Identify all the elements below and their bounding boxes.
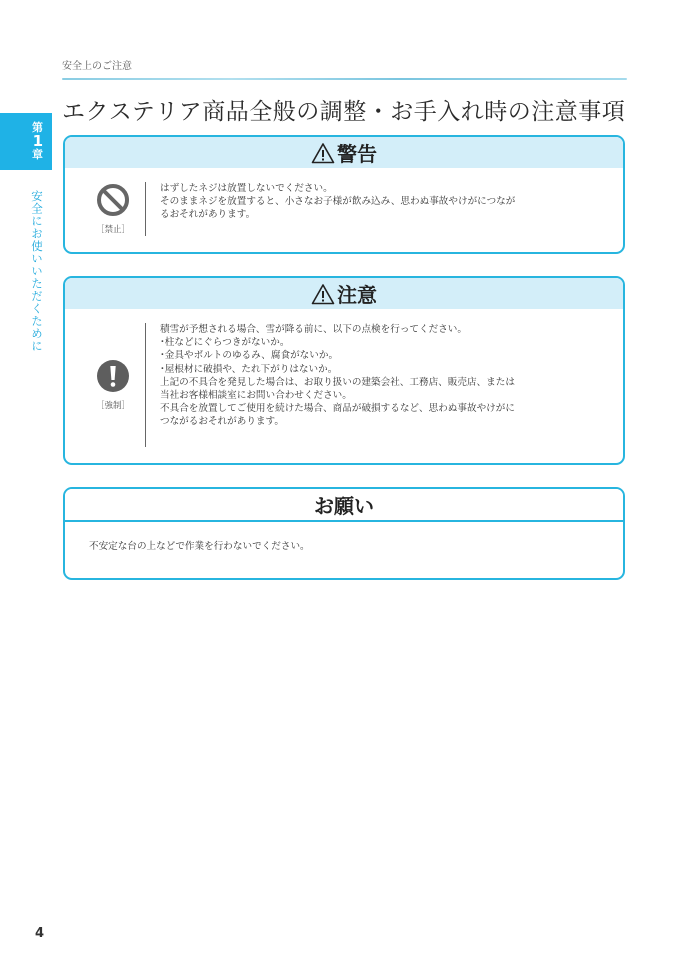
warning-line: るおそれがあります。 xyxy=(160,209,256,221)
running-head: 安全上のご注意 xyxy=(62,61,132,72)
caution-heading: 注意 xyxy=(337,283,377,307)
request-header xyxy=(65,489,623,522)
warning-icon-col xyxy=(81,182,146,236)
chapter-suffix: 章 xyxy=(32,148,43,162)
caution-icon-col xyxy=(81,323,146,447)
caution-body xyxy=(65,309,623,447)
mandatory-action-icon xyxy=(96,359,130,393)
request-text: 不安定な台の上などで作業を行わないでください。 xyxy=(89,541,310,552)
caution-line: 当社お客様相談室にお問い合わせください。 xyxy=(160,390,352,402)
mandatory-label: ［強制］ xyxy=(95,401,130,411)
header-divider xyxy=(62,78,627,80)
chapter-tab xyxy=(0,113,52,170)
chapter-section-title: 安全にお使いいただくために xyxy=(30,190,44,353)
warning-header xyxy=(65,137,623,168)
chapter-number: 1 xyxy=(32,131,43,150)
caution-triangle-icon xyxy=(311,283,335,305)
caution-line: 不具合を放置してご使用を続けた場合、商品が破損するなど、思わぬ事故やけがに xyxy=(160,403,515,415)
page-title: エクステリア商品全般の調整・お手入れ時の注意事項 xyxy=(62,99,626,125)
warning-heading: 警告 xyxy=(337,142,377,166)
warning-line: そのままネジを放置すると、小さなお子様が飲み込み、思わぬ事故やけがにつなが xyxy=(160,196,516,208)
caution-box xyxy=(63,276,625,465)
warning-line: はずしたネジは放置しないでください。 xyxy=(160,183,333,194)
prohibition-label: ［禁止］ xyxy=(95,225,130,235)
caution-text xyxy=(160,323,515,447)
caution-header xyxy=(65,278,623,309)
caution-line: ･金具やボルトのゆるみ、腐食がないか。 xyxy=(160,350,339,362)
request-box xyxy=(63,487,625,580)
caution-line: つながるおそれがあります。 xyxy=(160,416,284,428)
caution-line: ･柱などにぐらつきがないか。 xyxy=(160,337,290,349)
chapter-prefix: 第 xyxy=(32,121,43,135)
warning-text xyxy=(160,182,515,236)
page-number: 4 xyxy=(35,926,45,941)
warning-triangle-icon xyxy=(311,142,335,164)
caution-line: 積雪が予想される場合、雪が降る前に、以下の点検を行ってください。 xyxy=(160,324,467,335)
prohibition-icon xyxy=(96,183,130,217)
warning-box xyxy=(63,135,625,254)
request-heading: お願い xyxy=(314,494,374,518)
caution-line: ･屋根材に破損や、たれ下がりはないか。 xyxy=(160,363,338,375)
warning-body xyxy=(65,168,623,236)
caution-line: 上記の不具合を発見した場合は、お取り扱いの建築会社、工務店、販売店、または xyxy=(160,376,515,388)
